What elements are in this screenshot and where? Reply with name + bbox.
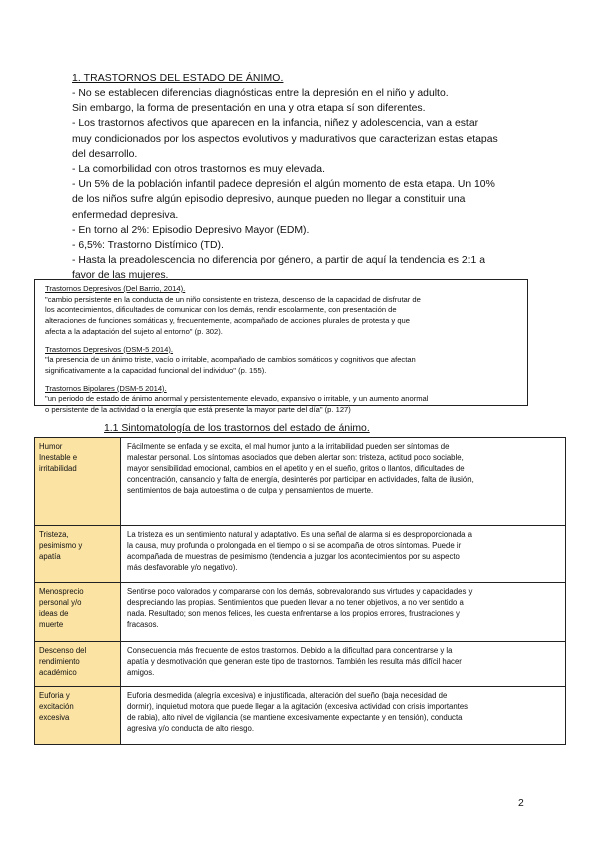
symptom-desc-cell [121, 438, 566, 526]
symptom-desc-cell [121, 583, 566, 642]
symptom-desc-line: La tristeza es un sentimiento natural y adaptativo. Es una señal de alarma si es desproporcionada a [127, 530, 473, 539]
intro-line: favor de las mujeres. [72, 270, 169, 282]
definition-block [45, 284, 519, 338]
intro-line: muy condicionados por los aspectos evolutivos y madurativos que caracterizan estas etapas [72, 133, 498, 145]
symptoms-table [34, 437, 566, 745]
symptom-name-line: irritabilidad [39, 464, 77, 473]
symptom-name-line: pesimismo y [39, 541, 83, 550]
symptom-desc-line: despreciando las propias. Sentimientos que pueden llevar a no tener objetivos, a no ver sentido a [127, 598, 464, 607]
definition-title: Trastornos Depresivos (DSM-5 2014). [45, 344, 174, 354]
symptom-name-line: rendimiento [39, 657, 80, 666]
definition-block [45, 345, 519, 377]
table-row [35, 438, 566, 526]
table-row [35, 526, 566, 583]
definition-line: "un periodo de estado de ánimo anormal y persistentemente elevado, expansivo o irritable, y un aumento anormal [45, 394, 429, 404]
symptom-desc-line: malestar personal. Los síntomas asociados que deben alertar son: tristeza, actitud poco sociable, [127, 453, 464, 462]
definition-line: "la presencia de un ánimo triste, vacío o irritable, acompañado de cambios somáticos y cognitivos que afectan [45, 355, 416, 365]
symptom-desc-line: Fácilmente se enfada y se excita, el mal humor junto a la irritabilidad pueden ser síntomas de [127, 442, 450, 451]
definition-line: afecta a la adaptación del sujeto al entorno" (p. 302). [45, 326, 223, 336]
symptom-desc-line: la causa, muy profunda o prolongada en el tiempo o si se acompaña de otros síntomas. Puede ir [127, 541, 462, 550]
symptom-desc-line: acompañada de muestras de pesimismo (tendencia a juzgar los acontecimientos por su aspecto [127, 552, 460, 561]
subsection-title: 1.1 Sintomatología de los trastornos del estado de ánimo. [104, 423, 370, 434]
symptom-name-cell [35, 526, 121, 583]
symptom-desc-cell [121, 526, 566, 583]
definition-line: alteraciones de funciones somáticas y, frecuentemente, acompañado de acciones plurales de protesta y que [45, 316, 411, 326]
table-row [35, 583, 566, 642]
symptom-desc-line: nada. Resultado; son menos felices, les cuesta enfrentarse a los propios errores, frustraciones y [127, 609, 460, 618]
symptom-desc-cell [121, 687, 566, 745]
symptom-name-line: Descenso del [39, 646, 87, 655]
symptom-desc-line: Sentirse poco valorados y compararse con los demás, sobrevalorando sus virtudes y capacidades y [127, 587, 473, 596]
intro-line: - La comorbilidad con otros trastornos es muy elevada. [72, 164, 325, 176]
definition-block [45, 384, 519, 416]
intro-line: - En torno al 2%: Episodio Depresivo Mayor (EDM). [72, 224, 310, 236]
symptom-desc-line: dormir), inquietud motora que puede llegar a la agitación (excesiva actividad con crisis importantes [127, 702, 469, 711]
section-title: 1. TRASTORNOS DEL ESTADO DE ÁNIMO. [72, 73, 284, 84]
symptom-desc-line: más desfavorable y/o negativo). [127, 563, 238, 572]
symptom-desc-line: sentimientos de baja autoestima o de culpa y pensamientos de muerte. [127, 486, 374, 495]
symptom-name-line: muerte [39, 620, 64, 629]
intro-line: enfermedad depresiva. [72, 209, 179, 221]
intro-line: del desarrollo. [72, 148, 138, 160]
symptom-name-line: excitación [39, 702, 74, 711]
definition-line: o persistente de la actividad o la energía que está presente la mayor parte del día" (p. 127) [45, 405, 351, 415]
intro-line: de los niños sufre algún episodio depresivo, aunque pueden no llegar a constituir una [72, 194, 466, 206]
symptom-name-line: Tristeza, [39, 530, 69, 539]
definition-line: "cambio persistente en la conducta de un niño consistente en tristeza, descenso de la capacidad de disfrutar de [45, 294, 421, 304]
intro-paragraphs [72, 86, 542, 284]
symptom-name-line: Humor [39, 442, 63, 451]
symptom-name-line: Euforia y [39, 691, 70, 700]
definitions-box [34, 279, 528, 415]
intro-line: - Hasta la preadolescencia no diferencia por género, a partir de aquí la tendencia es 2:1 a [72, 255, 486, 267]
definition-line: significativamente a la capacidad funcional del individuo" (p. 155). [45, 365, 267, 375]
page-number: 2 [518, 798, 524, 809]
symptom-desc-line: amigos. [127, 668, 155, 677]
symptom-name-cell [35, 642, 121, 687]
table-row [35, 642, 566, 687]
symptom-name-line: Inestable e [39, 453, 78, 462]
symptom-desc-line: Consecuencia más frecuente de estos trastornos. Debido a la dificultad para concentrarse y la [127, 646, 453, 655]
symptom-name-line: académico [39, 668, 77, 677]
symptom-desc-cell [121, 642, 566, 687]
symptom-desc-line: apatía y desmotivación que generan este tipo de trastornos. También les resulta más difícil hacer [127, 657, 462, 666]
symptom-desc-line: concentración, cansancio y falta de energía, desinterés por participar en actividades, falta de ilusión, [127, 475, 474, 484]
symptom-desc-line: Euforia desmedida (alegría excesiva) e injustificada, alteración del sueño (baja necesidad de [127, 691, 448, 700]
intro-line: - Los trastornos afectivos que aparecen en la infancia, niñez y adolescencia, van a estar [72, 118, 479, 130]
symptom-desc-line: de rabia), alto nivel de vigilancia (se mantiene excesivamente expectante y en tensión), conducta [127, 713, 463, 722]
symptom-desc-line: fracasos. [127, 620, 159, 629]
definition-title: Trastornos Depresivos (Del Barrio, 2014). [45, 284, 186, 293]
symptom-name-line: ideas de [39, 609, 69, 618]
symptom-desc-line: mayor sensibilidad emocional, cambios en el apetito y en el sueño, gritos o llantos, dificultades de [127, 464, 465, 473]
intro-line: - Un 5% de la población infantil padece depresión el algún momento de esta etapa. Un 10% [72, 179, 495, 191]
symptom-name-line: Menosprecio [39, 587, 84, 596]
definition-line: los acontecimientos, dificultades de comunicar con los demás, rendir escolarmente, con presentación de [45, 305, 397, 315]
table-row [35, 687, 566, 745]
symptom-name-line: personal y/o [39, 598, 82, 607]
symptom-name-cell [35, 687, 121, 745]
intro-line: Sin embargo, la forma de presentación en una y otra etapa sí son diferentes. [72, 103, 426, 115]
intro-line: - No se establecen diferencias diagnósticas entre la depresión en el niño y adulto. [72, 88, 449, 99]
definition-title: Trastornos Bipolares (DSM-5 2014). [45, 383, 167, 393]
intro-line: - 6,5%: Trastorno Distímico (TD). [72, 240, 224, 252]
symptom-name-line: excesiva [39, 713, 70, 722]
symptom-name-cell [35, 583, 121, 642]
symptom-name-cell [35, 438, 121, 526]
symptom-name-line: apatía [39, 552, 61, 561]
symptom-desc-line: agresiva y/o conducta de alto riesgo. [127, 724, 254, 733]
